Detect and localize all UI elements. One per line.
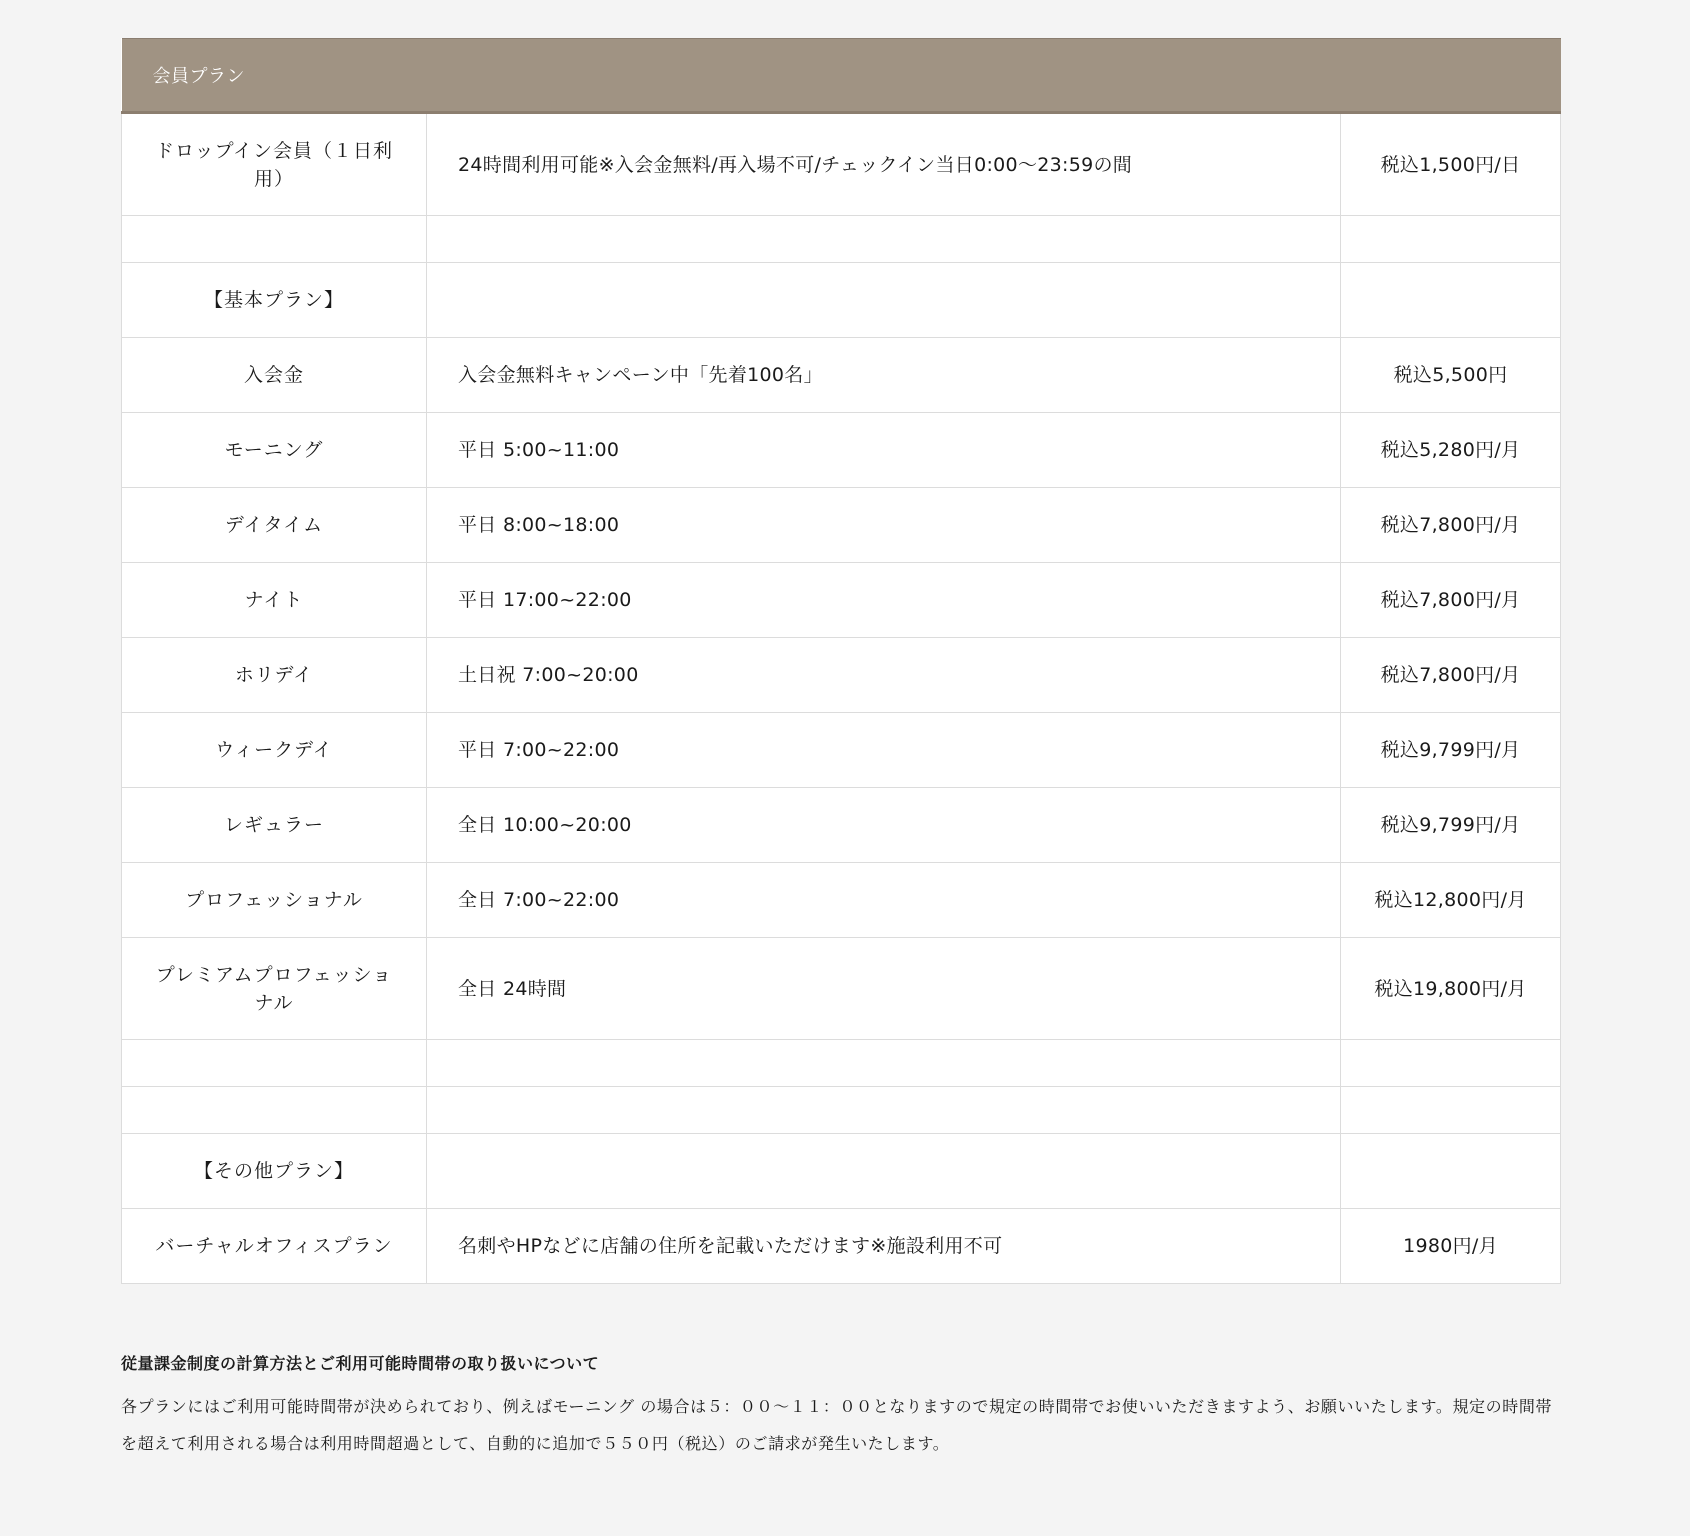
plan-price-cell <box>1341 1134 1561 1209</box>
table-row-professional <box>122 863 1561 938</box>
plan-name-cell: 入会金 <box>122 338 427 413</box>
plan-price-cell: 税込1,500円/日 <box>1341 113 1561 216</box>
plan-price-cell: 税込5,280円/月 <box>1341 413 1561 488</box>
plan-desc-cell <box>427 1087 1341 1134</box>
plan-desc-cell: 土日祝 7:00~20:00 <box>427 638 1341 713</box>
plan-price-cell <box>1341 1087 1561 1134</box>
section-heading-other: 【その他プラン】 <box>122 1134 427 1209</box>
plan-desc-cell: 入会金無料キャンペーン中「先着100名」 <box>427 338 1341 413</box>
plan-desc-cell: 全日 24時間 <box>427 938 1341 1040</box>
plan-desc-cell: 平日 17:00~22:00 <box>427 563 1341 638</box>
plan-price-cell: 税込9,799円/月 <box>1341 788 1561 863</box>
plan-desc-cell <box>427 1040 1341 1087</box>
plan-name-cell: ドロップイン会員（１日利用） <box>122 113 427 216</box>
table-row-night <box>122 563 1561 638</box>
section-heading-basic: 【基本プラン】 <box>122 263 427 338</box>
plan-price-cell: 税込7,800円/月 <box>1341 563 1561 638</box>
plan-price-cell <box>1341 1040 1561 1087</box>
plan-price-cell: 1980円/月 <box>1341 1209 1561 1284</box>
table-row-section-other <box>122 1134 1561 1209</box>
table-header-row <box>122 39 1561 113</box>
plan-desc-cell: 平日 8:00~18:00 <box>427 488 1341 563</box>
plan-name-cell: ホリデイ <box>122 638 427 713</box>
plan-name-cell: レギュラー <box>122 788 427 863</box>
table-row-daytime <box>122 488 1561 563</box>
plan-name-cell <box>122 1040 427 1087</box>
plan-price-cell: 税込19,800円/月 <box>1341 938 1561 1040</box>
table-row-weekday <box>122 713 1561 788</box>
table-row-section-basic <box>122 263 1561 338</box>
plan-price-cell: 税込7,800円/月 <box>1341 488 1561 563</box>
plan-price-cell: 税込7,800円/月 <box>1341 638 1561 713</box>
table-row-holiday <box>122 638 1561 713</box>
plan-price-cell: 税込12,800円/月 <box>1341 863 1561 938</box>
plan-desc-cell: 全日 10:00~20:00 <box>427 788 1341 863</box>
billing-note-title: 従量課金制度の計算方法とご利用可能時間帯の取り扱いについて <box>121 1354 600 1373</box>
table-header-title: 会員プラン <box>122 39 1561 113</box>
plan-desc-cell <box>427 263 1341 338</box>
table-row-morning <box>122 413 1561 488</box>
table-row-empty <box>122 216 1561 263</box>
plan-desc-cell: 名刺やHPなどに店舗の住所を記載いただけます※施設利用不可 <box>427 1209 1341 1284</box>
plan-name-cell: ナイト <box>122 563 427 638</box>
plan-name-cell <box>122 216 427 263</box>
plan-name-cell: デイタイム <box>122 488 427 563</box>
table-row-dropin <box>122 113 1561 216</box>
plan-desc-cell: 24時間利用可能※入会金無料/再入場不可/チェックイン当日0:00〜23:59の間 <box>427 113 1341 216</box>
plan-name-cell: ウィークデイ <box>122 713 427 788</box>
plan-desc-cell <box>427 1134 1341 1209</box>
plan-price-cell <box>1341 263 1561 338</box>
table-row-regular <box>122 788 1561 863</box>
plan-name-cell <box>122 1087 427 1134</box>
plan-name-cell: バーチャルオフィスプラン <box>122 1209 427 1284</box>
table-row-empty <box>122 1087 1561 1134</box>
plan-price-cell: 税込9,799円/月 <box>1341 713 1561 788</box>
billing-note <box>121 1352 1560 1462</box>
plan-desc-cell <box>427 216 1341 263</box>
plan-desc-cell: 平日 5:00~11:00 <box>427 413 1341 488</box>
billing-note-body: 各プランにはご利用可能時間帯が決められており、例えばモーニング の場合は５：００〜１１：００となりますので規定の時間帯でお使いいただきますよう、お願いいたします。規定の時間帯を超えて利用される場合は利用時間超過として、自動的に追加で５５０円（税込）のご請求が発生いたします。 <box>121 1397 1553 1453</box>
plan-desc-cell: 平日 7:00~22:00 <box>427 713 1341 788</box>
plan-desc-cell: 全日 7:00~22:00 <box>427 863 1341 938</box>
plan-name-cell: プロフェッショナル <box>122 863 427 938</box>
table-row-empty <box>122 1040 1561 1087</box>
plan-name-cell: プレミアムプロフェッショナル <box>122 938 427 1040</box>
plan-table-container <box>121 38 1560 1284</box>
table-row-virtual-office <box>122 1209 1561 1284</box>
plan-price-cell <box>1341 216 1561 263</box>
table-row-entry-fee <box>122 338 1561 413</box>
plan-name-cell: モーニング <box>122 413 427 488</box>
table-row-premium-professional <box>122 938 1561 1040</box>
plan-table <box>121 38 1561 1284</box>
plan-price-cell: 税込5,500円 <box>1341 338 1561 413</box>
